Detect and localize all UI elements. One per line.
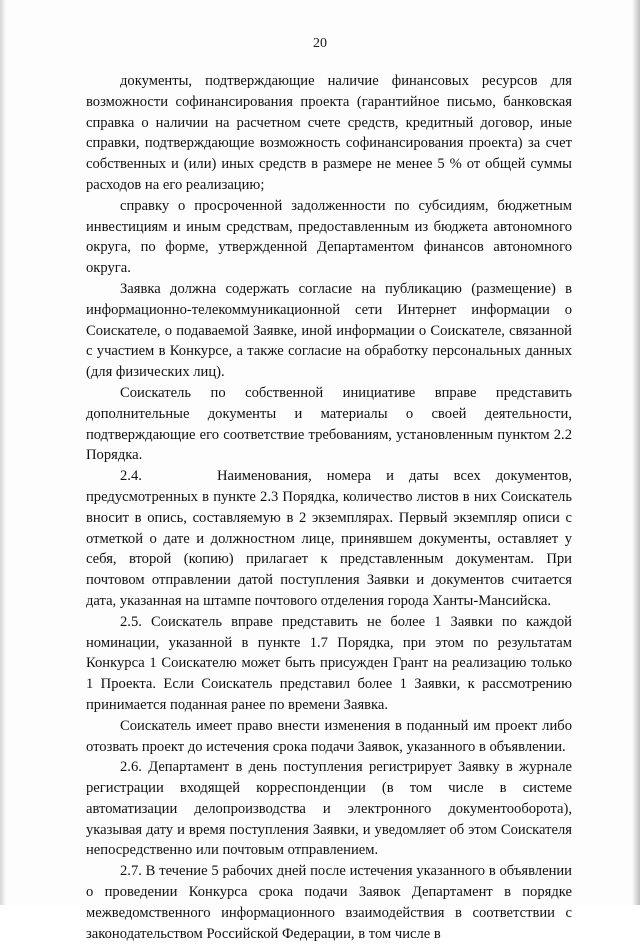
paragraph-debt-certificate: справку о просроченной задолженности по субсидиям, бюджетным инвестициям и иным средствам, предоставленным из бюджета автономного округа, по форме, утвержденной Департаментом финансов автономного округа.	[86, 197, 572, 277]
body-text	[86, 71, 572, 944]
scan-edge-left	[0, 0, 6, 905]
paragraph-publication-consent: Заявка должна содержать согласие на публикацию (размещение) в информационно-телекоммуникационной сети Интернет информации о Соискателе, о подаваемой Заявке, иной информации о Соискателе, связанной с участием в Конкурсе, а также согласие на обработку персональных данных (для физических лиц).	[86, 280, 572, 381]
paragraph-withdrawal-right: Соискатель имеет право внести изменения в поданный им проект либо отозвать проект до истечения срока подачи Заявок, указанного в объявлении.	[86, 717, 572, 755]
paragraph-section-2-7: 2.7. В течение 5 рабочих дней после истечения указанного в объявлении о проведении Конкурса срока подачи Заявок Департамент в порядке межведомственного информационного взаимодействия в соответствии с законодательством Российской Федерации, в том числе в	[86, 863, 572, 942]
paragraph-section-2-4: 2.4. Наименования, номера и даты всех документов, предусмотренных в пункте 2.3 Порядка, количество листов в них Соискатель вносит в опись, составляемую в 2 экземплярах. Первый экземпляр описи с отметкой о дате и должностном лице, принявшем документы, оставляет у себя, второй (копию) прилагает к представленным документам. При почтовом отправлении датой поступления Заявки и документов считается дата, указанная на штампе почтового отделения города Ханты-Мансийска.	[86, 468, 572, 609]
paragraph-additional-documents: Соискатель по собственной инициативе вправе представить дополнительные документы и материалы о своей деятельности, подтверждающие его соответствие требованиям, установленным пунктом 2.2 Порядка.	[86, 384, 572, 464]
paragraph-section-2-5: 2.5. Соискатель вправе представить не более 1 Заявки по каждой номинации, указанной в пункте 1.7 Порядка, при этом по результатам Конкурса 1 Соискателю может быть присужден Грант на реализацию только 1 Проекта. Если Соискатель представил более 1 Заявки, к рассмотрению принимается поданная ранее по времени Заявка.	[86, 613, 572, 713]
page-number: 20	[313, 36, 327, 51]
scan-edge-right	[632, 0, 640, 905]
paragraph-section-2-6: 2.6. Департамент в день поступления регистрирует Заявку в журнале регистрации входящей корреспонденции (в том числе в системе автоматизации делопроизводства и электронного документооборота), указывая дату и время поступления Заявки, и уведомляет об этом Соискателя непосредственно или почтовым отправлением.	[86, 759, 572, 859]
paragraph-financial-documents: документы, подтверждающие наличие финансовых ресурсов для возможности софинансирования проекта (гарантийное письмо, банковская справка о наличии на расчетном счете средств, кредитный договор, иные справки, подтверждающие возможность софинансирования проекта) за счет собственных и (или) иных средств в размере не менее 5 % от общей суммы расходов на его реализацию;	[86, 73, 572, 193]
